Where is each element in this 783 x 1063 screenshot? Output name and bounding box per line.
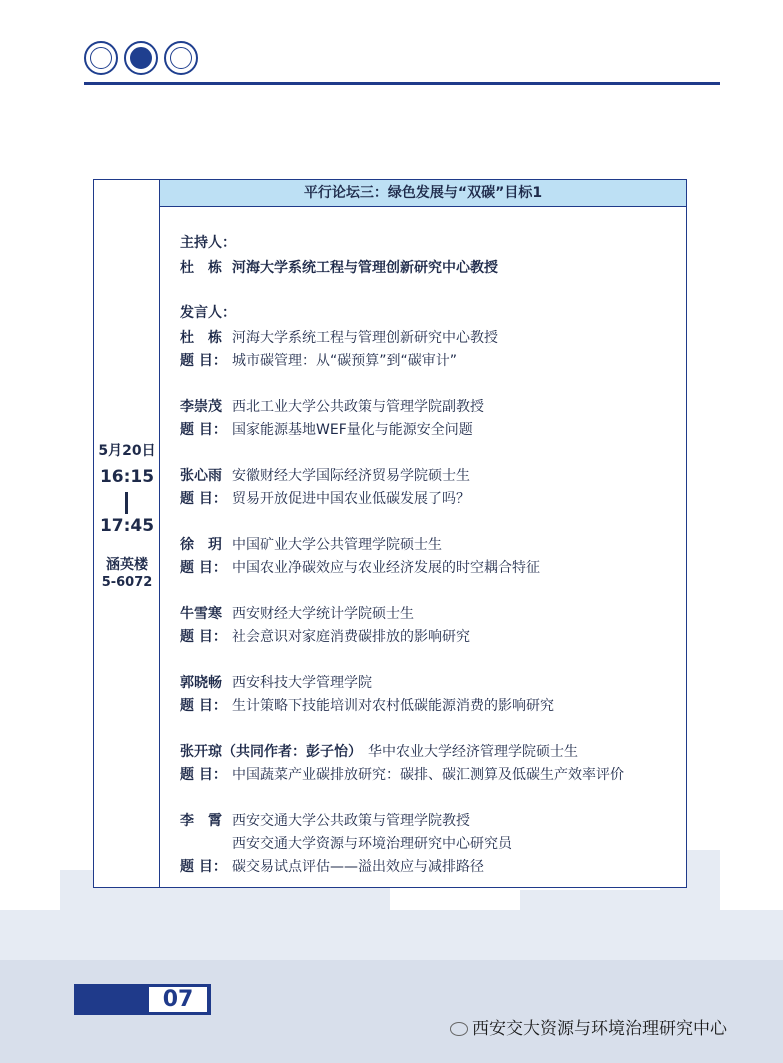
speaker-affiliation: 西北工业大学公共政策与管理学院副教授 [232,399,484,415]
speaker-name: 牛雪寒 [180,606,222,622]
speakers-label: 发言人： [180,305,236,321]
topic-line [180,858,484,876]
host-affiliation: 河海大学系统工程与管理创新研究中心教授 [232,260,498,276]
speaker-name: 郭晓畅 [180,675,222,691]
speaker-name: 张开琼（共同作者：彭子怡） [180,744,362,760]
topic-line [180,421,473,439]
topic-label: 题 目： [180,560,227,576]
topic-label: 题 目： [180,859,227,875]
topic-label: 题 目： [180,353,227,369]
wechat-watermark [450,1014,727,1039]
topic-label: 题 目： [180,698,227,714]
speaker-line [180,536,442,554]
speaker-topic: 中国农业净碳效应与农业经济发展的时空耦合特征 [232,560,540,576]
topic-label: 题 目： [180,422,227,438]
speaker-topic: 中国蔬菜产业碳排放研究：碳排、碳汇测算及低碳生产效率评价 [232,767,624,783]
speaker-topic: 贸易开放促进中国农业低碳发展了吗？ [232,491,470,507]
speaker-line [180,605,414,623]
speaker-secondary-affiliation [180,835,512,853]
header-rule [84,82,720,85]
school-seal-icon [124,41,158,75]
topic-label: 题 目： [180,629,227,645]
topic-line [180,559,540,577]
speaker-affiliation-2: 西安交通大学资源与环境治理研究中心研究员 [232,836,512,852]
speaker-affiliation: 华中农业大学经济管理学院硕士生 [368,744,578,760]
watermark-text: 西安交大资源与环境治理研究中心 [472,1019,727,1039]
topic-line [180,766,624,784]
topic-label: 题 目： [180,491,227,507]
speaker-name: 杜 栋 [180,330,222,346]
speaker-line [180,743,578,761]
speaker-line [180,674,372,692]
speaker-topic: 国家能源基地WEF量化与能源安全问题 [232,422,473,438]
speaker-affiliation: 河海大学系统工程与管理创新研究中心教授 [232,330,498,346]
speaker-topic: 碳交易试点评估——溢出效应与减排路径 [232,859,484,875]
speaker-affiliation: 西安交通大学公共政策与管理学院教授 [232,813,470,829]
forum-schedule-table [93,179,687,888]
speaker-affiliation: 中国矿业大学公共管理学院硕士生 [232,537,442,553]
host-name: 杜 栋 [180,260,222,276]
host-line [180,259,498,277]
speaker-topic: 生计策略下技能培训对农村低碳能源消费的影响研究 [232,698,554,714]
session-info-column [94,180,160,887]
university-seal-icon [84,41,118,75]
page-number: 07 [148,986,208,1013]
speaker-topic: 社会意识对家庭消费碳排放的影响研究 [232,629,470,645]
speaker-affiliation: 西安科技大学管理学院 [232,675,372,691]
session-room: 5-6072 [101,575,153,590]
speaker-topic: 城市碳管理：从“碳预算”到“碳审计” [232,353,458,369]
speaker-line [180,812,470,830]
speaker-name: 张心雨 [180,468,222,484]
host-label: 主持人： [180,235,236,251]
forum-title: 平行论坛三：绿色发展与“双碳”目标1 [160,180,686,207]
topic-line [180,352,457,370]
topic-line [180,628,470,646]
speaker-affiliation: 安徽财经大学国际经济贸易学院硕士生 [232,468,470,484]
session-building: 涵英楼 [106,557,148,573]
speaker-name: 徐 玥 [180,537,222,553]
speaker-name: 李崇茂 [180,399,222,415]
topic-line [180,697,554,715]
speaker-line [180,398,484,416]
topic-label: 题 目： [180,767,227,783]
session-end-time: 17:45 [99,516,155,536]
research-center-seal-icon [164,41,198,75]
speaker-line [180,329,498,347]
topic-line [180,490,470,508]
speaker-affiliation: 西安财经大学统计学院硕士生 [232,606,414,622]
speaker-name: 李 霄 [180,813,222,829]
session-start-time: 16:15 [99,467,155,487]
session-date: 5月20日 [98,443,156,459]
speaker-line [180,467,470,485]
time-range-divider [125,492,128,514]
wechat-icon [450,1022,468,1036]
